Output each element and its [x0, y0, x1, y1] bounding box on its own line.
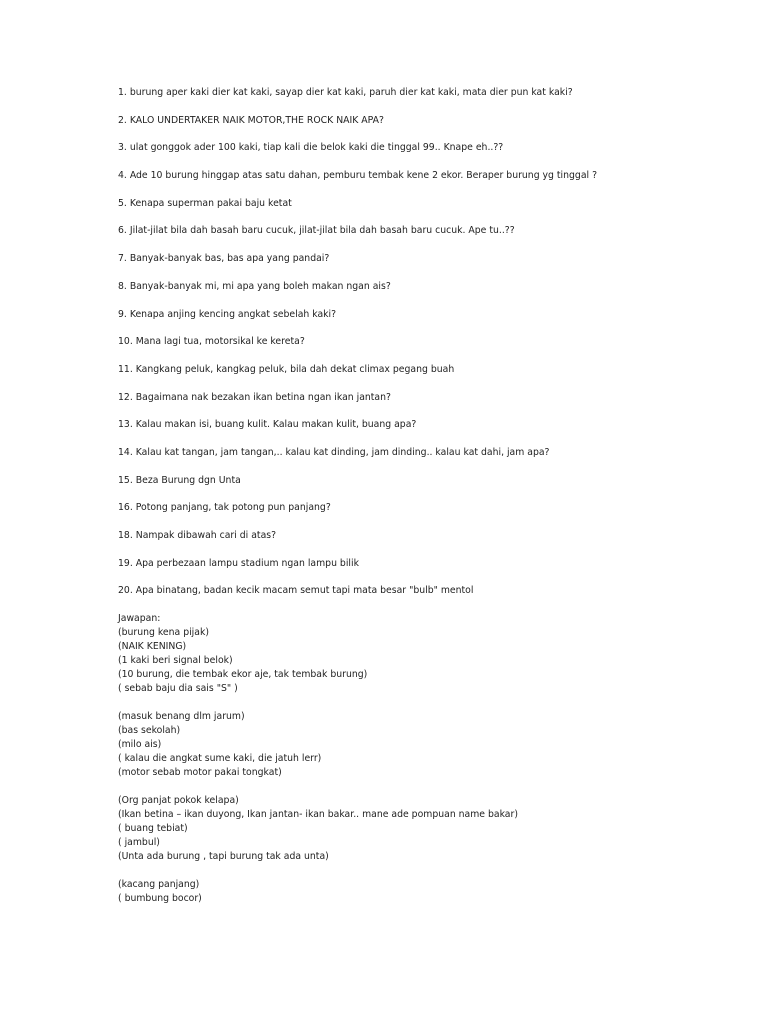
answer-group	[118, 878, 748, 906]
question-item: 10. Mana lagi tua, motorsikal ke kereta?	[118, 336, 305, 348]
answer-group	[118, 626, 748, 696]
answer-item: (masuk benang dlm jarum)	[118, 711, 245, 723]
question-item: 18. Nampak dibawah cari di atas?	[118, 530, 277, 541]
answer-item: (Unta ada burung , tapi burung tak ada unta)	[118, 851, 329, 863]
answer-item: (Org panjat pokok kelapa)	[118, 795, 239, 807]
answer-item: (kacang panjang)	[118, 879, 200, 891]
answer-item: (motor sebab motor pakai tongkat)	[118, 767, 282, 779]
question-item: 2. KALO UNDERTAKER NAIK MOTOR,THE ROCK NAIK APA?	[118, 114, 384, 126]
question-item: 1. burung aper kaki dier kat kaki, sayap dier kat kaki, paruh dier kat kaki, mata dier pun kat kaki?	[118, 87, 573, 98]
answer-item: (NAIK KENING)	[118, 641, 187, 653]
question-item: 4. Ade 10 burung hinggap atas satu dahan, pemburu tembak kene 2 ekor. Beraper burung yg tinggal ?	[118, 170, 597, 182]
answer-item: (1 kaki beri signal belok)	[118, 655, 233, 667]
answer-item: ( buang tebiat)	[118, 823, 188, 835]
answer-item: (10 burung, die tembak ekor aje, tak tembak burung)	[118, 669, 368, 681]
answers-heading: Jawapan:	[118, 613, 161, 625]
answer-section	[118, 612, 748, 906]
answer-item: (bas sekolah)	[118, 725, 181, 737]
question-item: 19. Apa perbezaan lampu stadium ngan lampu bilik	[118, 557, 359, 569]
answer-group	[118, 794, 748, 864]
question-item: 3. ulat gonggok ader 100 kaki, tiap kali die belok kaki die tinggal 99.. Knape eh..??	[118, 142, 504, 154]
answer-item: ( sebab baju dia sais "S" )	[118, 683, 238, 695]
document-page	[118, 86, 748, 920]
answer-item: (burung kena pijak)	[118, 627, 209, 639]
answer-item: (milo ais)	[118, 739, 162, 751]
question-item: 20. Apa binatang, badan kecik macam semut tapi mata besar "bulb" mentol	[118, 585, 474, 597]
question-item: 13. Kalau makan isi, buang kulit. Kalau makan kulit, buang apa?	[118, 419, 417, 431]
answer-item: ( kalau die angkat sume kaki, die jatuh lerr)	[118, 753, 322, 765]
question-item: 6. Jilat-jilat bila dah basah baru cucuk, jilat-jilat bila dah basah baru cucuk. Ape tu..??	[118, 225, 515, 237]
question-item: 8. Banyak-banyak mi, mi apa yang boleh makan ngan ais?	[118, 280, 391, 292]
question-item: 11. Kangkang peluk, kangkag peluk, bila dah dekat climax pegang buah	[118, 363, 455, 375]
answer-item: ( bumbung bocor)	[118, 893, 202, 905]
question-list	[118, 86, 748, 598]
question-item: 7. Banyak-banyak bas, bas apa yang pandai?	[118, 253, 330, 265]
question-item: 14. Kalau kat tangan, jam tangan,.. kalau kat dinding, jam dinding.. kalau kat dahi, jam apa?	[118, 446, 550, 458]
answer-item: ( jambul)	[118, 837, 160, 849]
answer-group	[118, 710, 748, 780]
question-item: 9. Kenapa anjing kencing angkat sebelah kaki?	[118, 308, 337, 320]
question-item: 12. Bagaimana nak bezakan ikan betina ngan ikan jantan?	[118, 391, 391, 403]
question-item: 15. Beza Burung dgn Unta	[118, 474, 241, 486]
question-item: 16. Potong panjang, tak potong pun panjang?	[118, 502, 331, 514]
question-item: 5. Kenapa superman pakai baju ketat	[118, 197, 292, 209]
answer-item: (Ikan betina – ikan duyong, Ikan jantan- ikan bakar.. mane ade pompuan name bakar)	[118, 809, 518, 821]
